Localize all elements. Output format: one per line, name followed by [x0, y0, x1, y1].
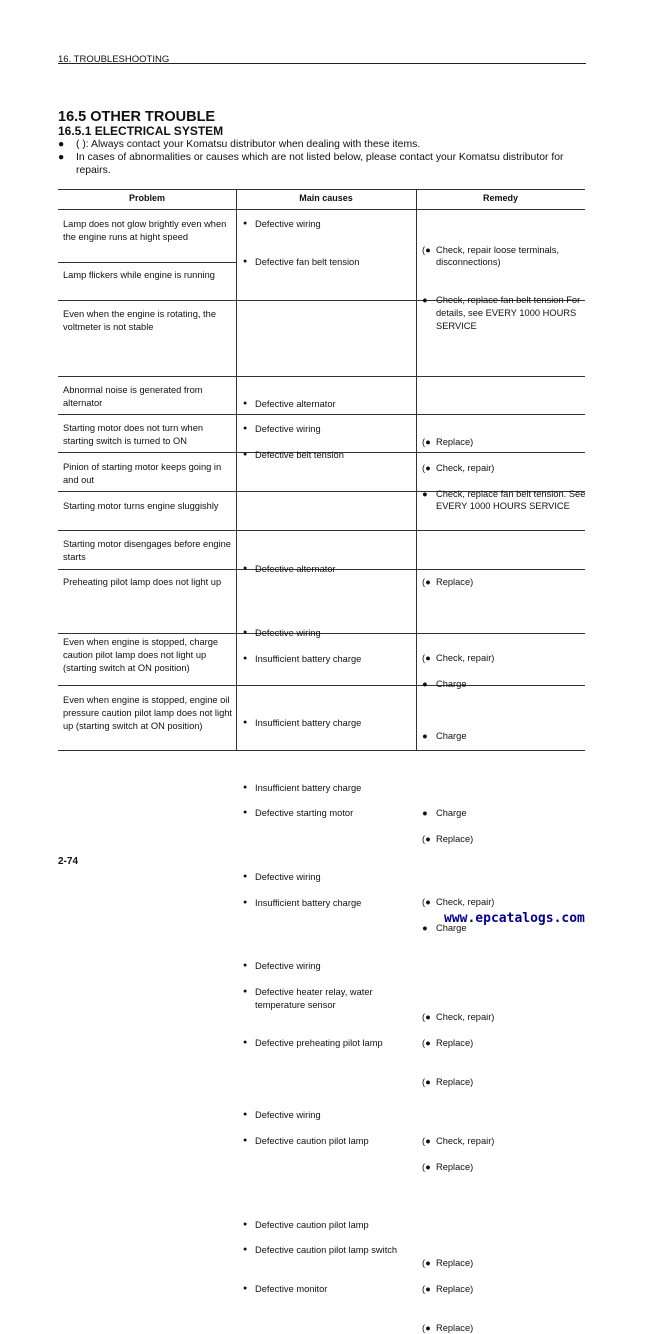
remedy-text: Replace): [436, 1076, 474, 1087]
remedy-text: Check, repair loose terminals, disconnections): [436, 244, 559, 268]
remedy-marker: (●: [422, 833, 431, 844]
problem-cell: Lamp does not glow brightly even when the engine runs at hight speed: [63, 219, 227, 242]
note-text: In cases of abnormalities or causes which are not listed below, please contact your Komatsu distributor for repairs.: [76, 152, 564, 176]
note-text: ( ): Always contact your Komatsu distributor when dealing with these items.: [76, 139, 421, 150]
problem-cell: Even when engine is stopped, engine oil pressure caution pilot lamp does not light up (starting switch at ON position): [63, 695, 232, 731]
cause-item: ● Insufficient battery charge: [243, 782, 415, 795]
remedy-marker: (●: [422, 576, 431, 587]
cause-item: ● Defective fan belt tension: [243, 256, 415, 269]
remedy-marker: (●: [422, 897, 431, 908]
remedy-item: [422, 807, 596, 820]
problem-cell: Pinion of starting motor keeps going in and out: [63, 462, 222, 485]
problem-cell: Starting motor does not turn when starting switch is turned to ON: [63, 423, 204, 446]
bullet-icon: ●: [58, 152, 65, 163]
remedy-item: [422, 1135, 596, 1148]
remedy-item: [422, 1037, 596, 1050]
header-remedy: Remedy: [482, 193, 518, 203]
remedy-marker: (●: [422, 1283, 431, 1294]
cause-item: ● Defective wiring: [243, 627, 415, 640]
problem-cell: Even when the engine is rotating, the voltmeter is not stable: [63, 309, 216, 332]
remedy-marker: (●: [422, 1037, 431, 1048]
cause-item: ● Defective preheating pilot lamp: [243, 1037, 415, 1050]
remedy-marker: ●: [422, 923, 428, 934]
remedy-marker: ●: [422, 808, 428, 819]
table-rule: [58, 750, 585, 751]
remedy-text: Check, repair): [436, 653, 495, 664]
remedy-text: Replace): [436, 833, 474, 844]
problem-cell: Abnormal noise is generated from alternator: [63, 385, 203, 408]
cause-item: ● Defective wiring: [243, 871, 415, 884]
problem-cell: Lamp flickers while engine is running: [63, 270, 215, 280]
problem-cell: Starting motor turns engine sluggishly: [63, 501, 219, 511]
remedy-text: Charge: [436, 730, 467, 741]
table-rule: [58, 209, 585, 210]
remedy-item: [422, 896, 596, 909]
remedy-marker: (●: [422, 1258, 431, 1269]
remedy-text: Check, repair): [436, 462, 495, 473]
remedy-item: [422, 294, 596, 332]
remedy-marker: ●: [422, 679, 428, 690]
remedy-marker: (●: [422, 1161, 431, 1172]
remedy-text: Replace): [436, 1161, 474, 1172]
remedy-text: Replace): [436, 1283, 474, 1294]
cause-item: ● Defective alternator: [243, 398, 415, 411]
remedy-item: [422, 462, 596, 475]
cause-item: ● Insufficient battery charge: [243, 897, 415, 910]
remedy-marker: (●: [422, 436, 431, 447]
remedy-text: Check, replace fan belt tension. See EVERY 1000 HOURS SERVICE: [436, 488, 586, 512]
remedy-item: [422, 1257, 596, 1270]
remedy-marker: (●: [422, 653, 431, 664]
remedy-item: [422, 1322, 596, 1334]
remedy-item: [422, 576, 596, 589]
remedy-text: Charge: [436, 923, 467, 934]
remedy-text: Check, repair): [436, 1012, 495, 1023]
remedy-text: Replace): [436, 1322, 474, 1333]
problem-cell: Preheating pilot lamp does not light up: [63, 577, 222, 587]
header-main-causes: Main causes: [299, 193, 353, 203]
cause-item: ● Defective wiring: [243, 423, 415, 436]
remedy-marker: ●: [422, 295, 428, 306]
table-rule: [58, 376, 585, 377]
remedy-marker: ●: [422, 488, 428, 499]
remedy-item: [422, 244, 596, 270]
problem-cell: Starting motor disengages before engine starts: [63, 539, 231, 562]
cause-item: ● Defective alternator: [243, 563, 415, 576]
cause-item: ● Defective starting motor: [243, 807, 415, 820]
cause-item: ● Insufficient battery charge: [243, 653, 415, 666]
cause-item: ● Defective belt tension: [243, 449, 415, 462]
cause-item: ● Defective wiring: [243, 1109, 415, 1122]
problem-cell: Even when engine is stopped, charge caution pilot lamp does not light up (starting switch at ON position): [63, 637, 219, 673]
remedy-text: Replace): [436, 576, 474, 587]
cause-item: ● Defective heater relay, water temperature sensor: [243, 986, 415, 1012]
remedy-item: [422, 1076, 596, 1089]
remedy-text: Check, repair): [436, 1136, 495, 1147]
page-subtitle: 16.5.1 ELECTRICAL SYSTEM: [58, 124, 224, 138]
remedy-text: Charge: [436, 679, 467, 690]
remedy-text: Charge: [436, 808, 467, 819]
cause-item: ● Defective monitor: [243, 1283, 415, 1296]
header-rule: [58, 63, 586, 64]
remedy-text: Replace): [436, 1258, 474, 1269]
cause-item: ● Defective caution pilot lamp: [243, 1219, 415, 1232]
cause-item: ● Defective wiring: [243, 960, 415, 973]
remedy-item: [422, 436, 596, 449]
remedy-text: Replace): [436, 436, 474, 447]
remedy-item: [422, 1011, 596, 1024]
cause-item: ● Defective wiring: [243, 218, 415, 231]
section-header: 16. TROUBLESHOOTING: [58, 54, 170, 65]
table-rule: [58, 530, 585, 531]
table-rule: [58, 414, 585, 415]
remedy-item: [422, 678, 596, 691]
remedy-item: [422, 1161, 596, 1174]
remedy-marker: (●: [422, 1136, 431, 1147]
remedy-item: [422, 1283, 596, 1296]
remedy-text: Check, replace fan belt tension For details, see EVERY 1000 HOURS SERVICE: [436, 295, 581, 331]
watermark: www.epcatalogs.com: [444, 911, 585, 926]
remedy-marker: (●: [422, 462, 431, 473]
remedy-marker: (●: [422, 1322, 431, 1333]
table-rule: [58, 262, 236, 263]
table-rule: [58, 189, 585, 190]
table-rule: [416, 189, 417, 750]
remedy-marker: (●: [422, 244, 431, 255]
remedy-text: Check, repair): [436, 897, 495, 908]
remedy-marker: (●: [422, 1076, 431, 1087]
page-title: 16.5 OTHER TROUBLE: [58, 109, 216, 125]
remedy-text: Replace): [436, 1037, 474, 1048]
cause-item: ● Insufficient battery charge: [243, 717, 415, 730]
remedy-item: [422, 730, 596, 743]
page-number: 2-74: [58, 856, 79, 867]
remedy-marker: (●: [422, 1012, 431, 1023]
cause-item: ● Defective caution pilot lamp: [243, 1135, 415, 1148]
cause-item: ● Defective caution pilot lamp switch: [243, 1244, 415, 1257]
bullet-icon: ●: [58, 139, 65, 150]
remedy-marker: ●: [422, 730, 428, 741]
remedy-item: [422, 652, 596, 665]
header-problem: Problem: [128, 193, 165, 203]
remedy-item: [422, 833, 596, 846]
remedy-item: [422, 488, 596, 514]
table-rule: [236, 189, 237, 750]
